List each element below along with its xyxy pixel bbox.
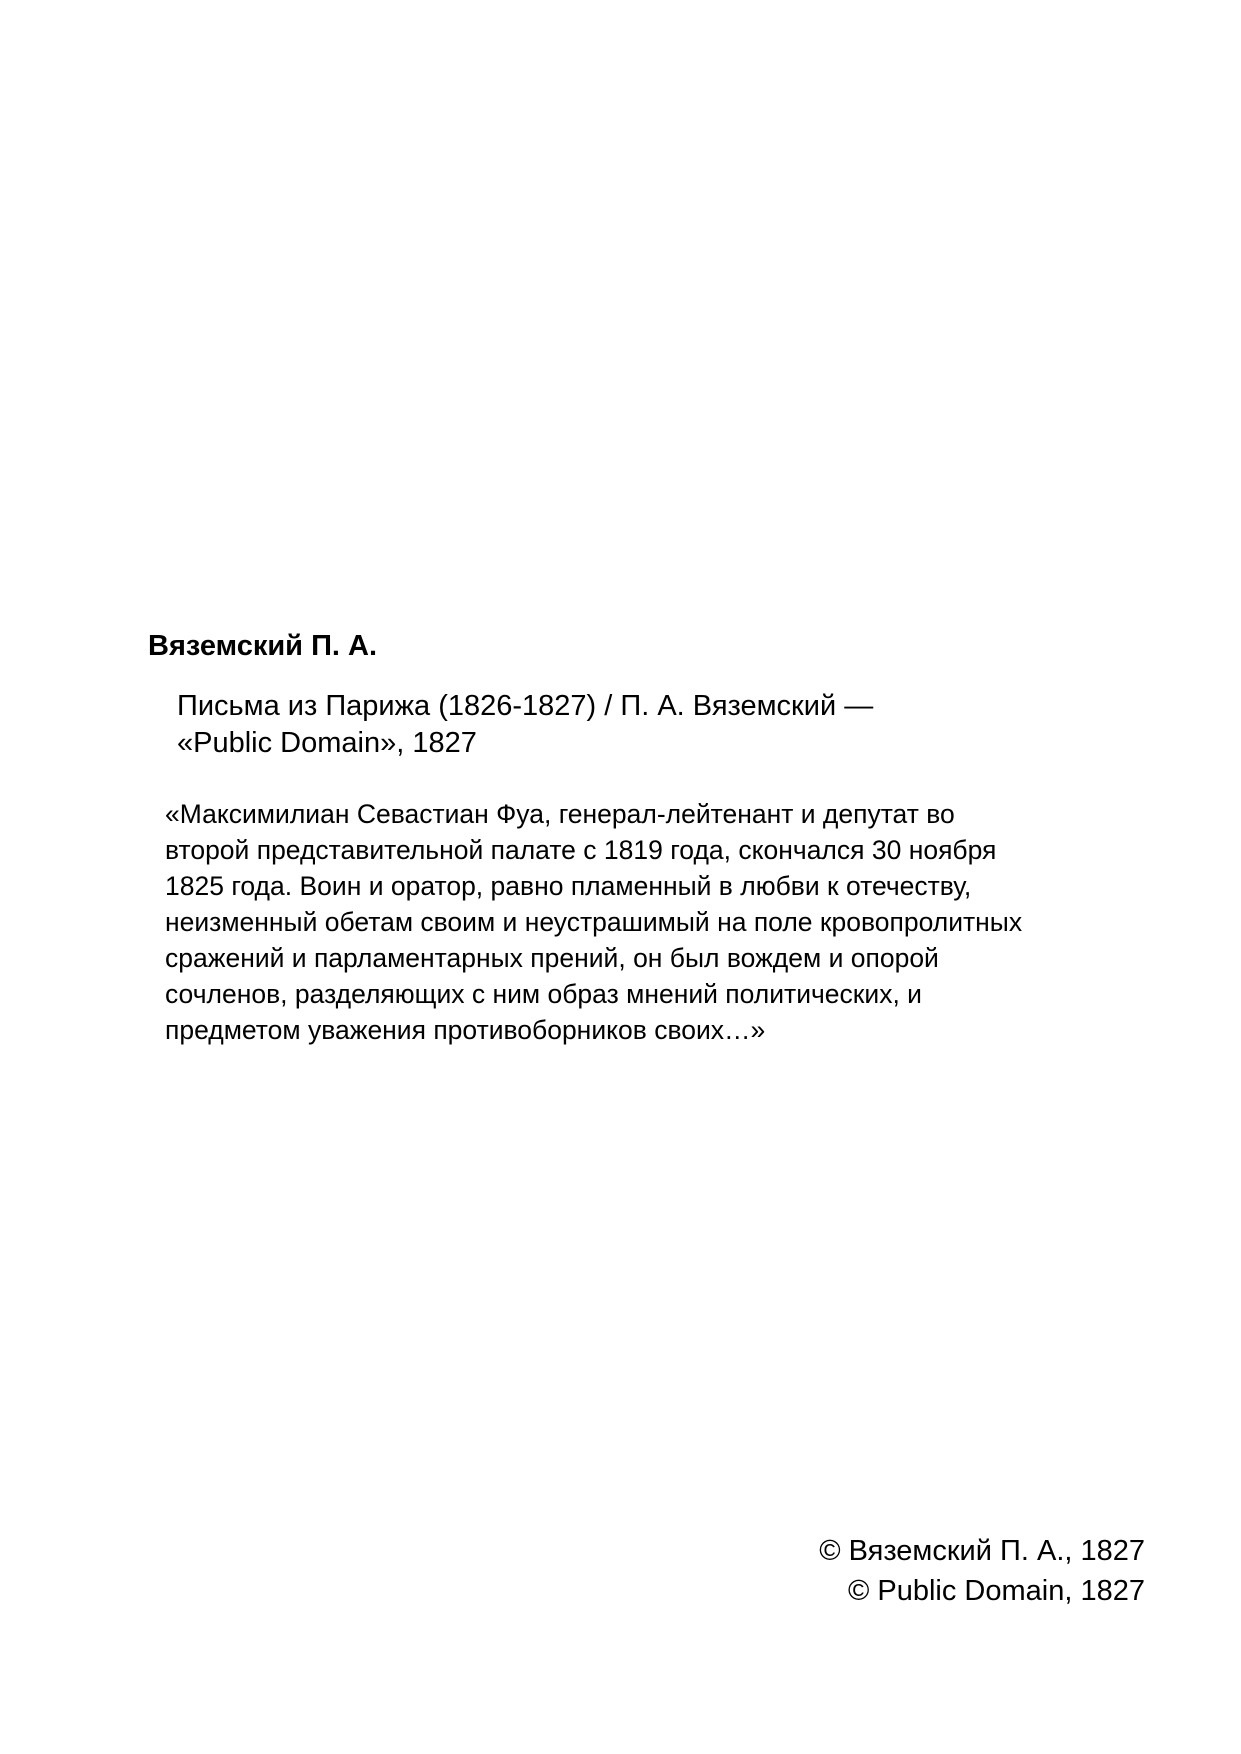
- copyright-author: © Вяземский П. А., 1827: [819, 1535, 1145, 1567]
- citation-line-2: «Public Domain», 1827: [177, 727, 477, 759]
- copyright-block: [819, 1531, 1145, 1611]
- citation-line-1: Письма из Парижа (1826-1827) / П. А. Вяземский —: [177, 690, 874, 722]
- annotation-line: второй представительной палате с 1819 года, скончался 30 ноября: [165, 835, 997, 865]
- annotation-line: предметом уважения противоборников своих…»: [165, 1015, 766, 1045]
- annotation-paragraph: [165, 796, 1175, 1048]
- annotation-line: сочленов, разделяющих с ним образ мнений политических, и: [165, 979, 922, 1009]
- author-heading: Вяземский П. А.: [148, 630, 378, 662]
- annotation-line: 1825 года. Воин и оратор, равно пламенный в любви к отечеству,: [165, 871, 972, 901]
- annotation-line: сражений и парламентарных прений, он был вождем и опорой: [165, 943, 939, 973]
- annotation-line: неизменный обетам своим и неустрашимый на поле кровопролитных: [165, 907, 1023, 937]
- bibliographic-citation: [177, 688, 873, 762]
- annotation-line: «Максимилиан Севастиан Фуа, генерал-лейтенант и депутат во: [165, 799, 955, 829]
- copyright-public-domain: © Public Domain, 1827: [847, 1575, 1145, 1607]
